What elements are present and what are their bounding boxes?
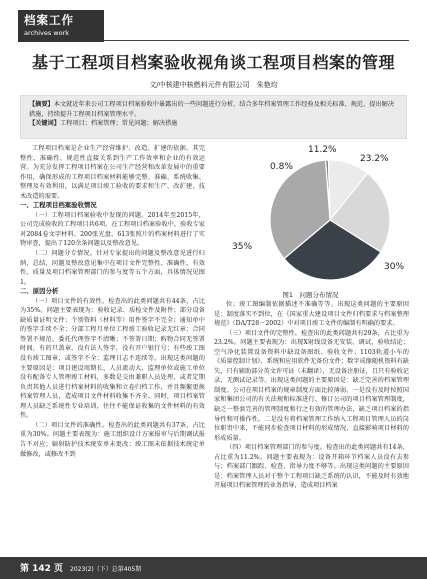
pie-chart xyxy=(208,142,413,302)
header-rule xyxy=(104,40,409,41)
section-subtitle: archives work xyxy=(24,29,70,37)
paragraph: （三）项目文件的完整性。检查出的此类问题共有29条，占比重为23.2%。问题主要表现为：出现X射线设备无安装、调试、验收结论；空气净化装置设备资料中缺设备图纸、验收文件；1103轨道小车的《质量控制计划》、系统和应用软件无备份文件；数字成像随机资料有缺失，只有辅助部分英文许可证（未翻译），无设备注册证，且只有验收记录，无测试记录等。出现这类问题的主要原因是：缺乏完善的档案管理制度。公司在项目档案的规章制度方面比较薄弱，一是没有及时按照国家和集团公司的有关法规和标准进行、修订公司的项目档案管理制度，缺乏一整套完善的管理制度和行之有效的管理办法，缺乏项目档案的指导性和可操作性。二是没有将档案管理工作纳入工程项目管理人员的岗位职责中来，不能同步检查项目材料的形成情况，直接影响项目材料的形成质量。 xyxy=(214,329,409,442)
abstract-box xyxy=(20,95,407,139)
abstract-text: 本文就近年来公司工程项目档案验收中暴露出的一些问题进行分析，结合多年档案管理工作经验及相关标准、规范，提出解决措施，持续提升工程项目档案管理水平。 xyxy=(29,101,395,118)
figure-caption: 图1 问题分布情况 xyxy=(282,291,339,299)
abstract-label: 【摘要】 xyxy=(29,101,54,108)
paragraph: 位；竣工图编制依据描述不准确等等。出现这类问题的主要原因是：制度落实不到位，在《国家重大建设项目文件归档要求与档案整理规范》（DA/T28－2002）中对项目竣工文件的编制有明确的要求。 xyxy=(214,301,409,328)
article-title: 基于工程项目档案验收视角谈工程项目档案的管理 xyxy=(31,53,395,72)
keywords-label: 【关键词】 xyxy=(29,120,60,128)
section-tag xyxy=(18,10,104,42)
section-title: 档案工作 xyxy=(24,13,74,27)
pie-svg xyxy=(208,142,413,292)
page-footer xyxy=(0,557,427,579)
paragraph: （一）工程项目档案验收中发现的问题。2014年至2015年，公司完成验收的工程项目共6项。在工程项目档案验收中，验收专家对2084卷文字材料、200张光盘、613张照片的档案材料进行了实物审查，提出了120余条问题以及整改意见。 xyxy=(20,211,205,248)
keywords-text: 工程项目；档案管理；常见问题；解决措施 xyxy=(59,120,178,128)
pie-label-30: 30% xyxy=(384,262,405,272)
pie-label-08: 0.8% xyxy=(270,162,293,172)
right-column xyxy=(214,300,409,491)
paragraph: （二）项目文件的准确性。检查出的此类问题共有37条，占比重为30%。问题主要表现为：施工组织设计方案报审与后期调试报告不对应；辐射防护技术统安单未更改；竣工图未依据技术统定单做修改，或修改不到 xyxy=(20,421,205,458)
section-heading: 一、工程项目档案验收情况 xyxy=(20,201,97,210)
issue-info: 2023(2)（下）总第405期 xyxy=(70,566,142,573)
article-author: 文/中核建中核燃料元件有限公司 朱艳均 xyxy=(149,81,278,89)
pie-label-35: 35% xyxy=(232,242,253,252)
page-number: 第 142 页 xyxy=(20,564,64,574)
paragraph: （二）问题分专情况。针对专家提出的问题及整改意见进行归纳、总结，问题及整改意见集中在项目文件完整性、准确性、有效性、质量及项目档案管理部门的参与度等五个方面，具体情况见图1。 xyxy=(20,250,205,286)
section-heading: 二、原因分析 xyxy=(20,287,59,296)
paragraph: （一）项目文件的有效性。检查出的此类问题共有44条，占比为35%。问题主要表现为：验收记录、质检文件及附件；部分设备缺质量证明文件；个别资料（材料等）用件签字不完全；通知单中的签字手续不全；分部工程月单位工程竣工验收记录无红章；合同签署不规范、委托代理签字不清晰；不签署日期；购物合同无签署时间，有的只盖章，没有法人签字，没有开户银行号；有些竣工图没有竣工图章，或签字不全；监理日志不连续等。出现这类问题的主要原因是：项目建设周期长、人员流动大，监理单位或施工单位没有配备专人管理竣工材料，多数是交由兼职人员处理，或者定期负责其他人员进行档案材料的收集和立卷归档工作，并且频繁更换档案管理人员，造成项目文件材料收集不齐全。同时，项目档案管理人员缺乏系统性专业培训，往往不能保证收集的文件材料的有效性。 xyxy=(20,297,205,420)
paragraph: （四）项目档案管理部门的参与度。检查出的此类问题共有14条，占比重为11.2%。问题主要表现为：设备开箱环节档案人员没有去参与；档案部门跟踪、检查、指导力度不够等。出现这类问题的主要原因是：档案管理人员对于整个工程项目缺乏系统的认识，不能及时有效地开展项目档案管理的业务指导，造成项目档案 xyxy=(214,444,409,490)
pie-label-23: 23.2% xyxy=(360,154,389,164)
left-column xyxy=(20,144,205,459)
pie-label-11: 11.2% xyxy=(308,145,337,155)
paragraph: 工程项目档案是企业生产经营维护、改造、扩建的依据、其完整性、准确性、规范性直接关系到生产工作效率和企业的有效运营。为充分发挥工程项目档案在公司生产经营和改革发展中的重要作用，确保形成的工程项目档案材料能够完整、准确、系统收集、整理及有效利用，以满足项目竣工验收的要求和生产、改扩建、技术改造的需要。 xyxy=(20,145,205,200)
